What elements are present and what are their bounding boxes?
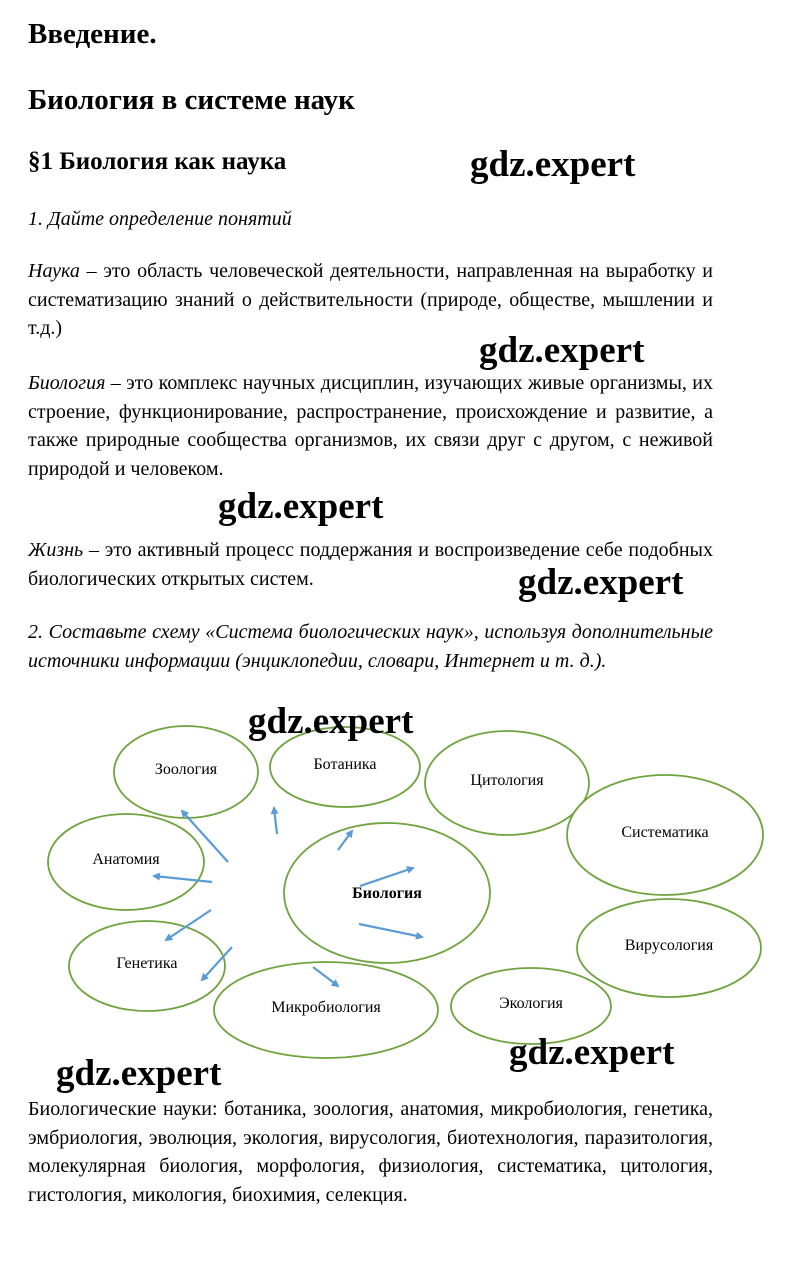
sciences-summary: Биологические науки: ботаника, зоология, анатомия, микробиология, генетика, эмбриология, эволюция, экология, вирусология, биотехнология, паразитология, молекулярная биология, морфология, физиология, систематика, цитология, гистология, микология, биохимия, селекция. [28, 1098, 713, 1206]
term: Жизнь [28, 539, 84, 561]
science-node-label: Систематика [621, 824, 709, 841]
watermark: gdz.expert [56, 1053, 222, 1094]
science-node-label: Зоология [154, 761, 218, 778]
definition-text: – это активный процесс поддержания и воспроизведение себе подобных биологических открытых систем. [28, 539, 713, 590]
science-node-label: Цитология [470, 772, 544, 789]
task1-question: 1. Дайте определение понятий [28, 208, 292, 230]
watermark: gdz.expert [479, 330, 645, 371]
science-node-label: Вирусология [624, 937, 714, 954]
science-node-label: Генетика [116, 955, 178, 972]
task2-question: 2. Составьте схему «Система биологических наук», используя дополнительные источники информации (энциклопедии, словари, Интернет и т. д.). [28, 621, 713, 672]
term: Наука [28, 260, 80, 282]
watermark: gdz.expert [248, 701, 414, 742]
watermark: gdz.expert [518, 562, 684, 603]
science-node-label: Экология [499, 995, 563, 1012]
science-node-label: Анатомия [92, 851, 160, 868]
heading-section: Биология в системе наук [28, 84, 355, 116]
watermark: gdz.expert [470, 144, 636, 185]
term: Биология [28, 372, 106, 394]
watermark: gdz.expert [509, 1032, 675, 1073]
heading-introduction: Введение. [28, 18, 157, 50]
watermark: gdz.expert [218, 486, 384, 527]
definition-text: – это комплекс научных дисциплин, изучающих живые организмы, их строение, функционирование, распространение, происхождение и развитие, а также природные сообщества организмов, их связи друг с другом, с неживой природой и человеком. [28, 372, 713, 480]
definition-text: – это область человеческой деятельности, направленная на выработку и систематизацию знаний о действительности (природе, обществе, мышлении и т.д.) [28, 260, 713, 340]
arrow [274, 808, 277, 834]
heading-paragraph: §1 Биология как наука [28, 148, 287, 175]
center-node-label: Биология [352, 885, 422, 902]
science-node-label: Ботаника [313, 756, 377, 773]
science-node-label: Микробиология [271, 999, 381, 1016]
